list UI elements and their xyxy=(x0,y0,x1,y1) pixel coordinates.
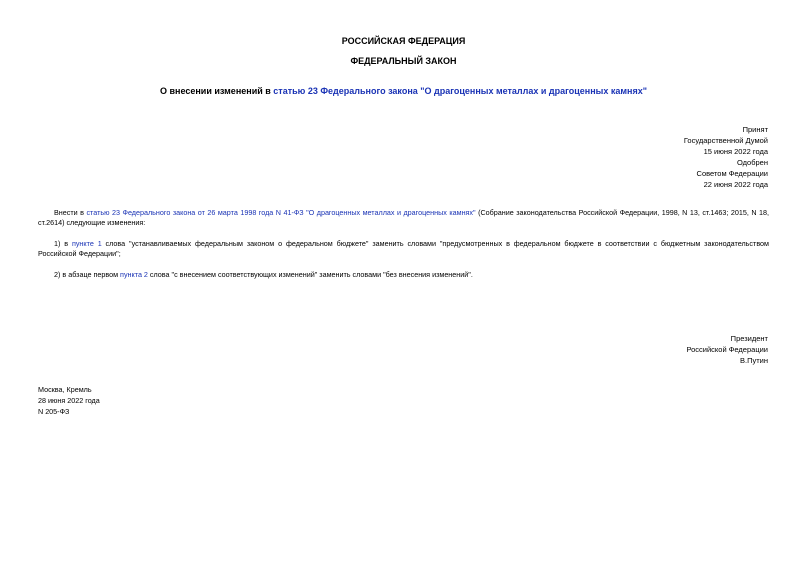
country-heading: РОССИЙСКАЯ ФЕДЕРАЦИЯ xyxy=(341,36,466,46)
paragraph-item-2 xyxy=(38,270,769,280)
punkt-1-link[interactable]: пункте 1 xyxy=(71,239,102,248)
signature-block xyxy=(686,333,768,366)
title-prefix: О внесении изменений в xyxy=(160,86,274,96)
paragraph-text: слова "с внесением соответствующих изменений" заменить словами "без внесения изменений". xyxy=(147,270,473,279)
signature-name: В.Путин xyxy=(740,356,768,365)
footer-date: 28 июня 2022 года xyxy=(38,396,100,405)
signature-title: Российской Федерации xyxy=(686,345,768,354)
adoption-line: Принят xyxy=(742,125,768,134)
punkt-2-link[interactable]: пункта 2 xyxy=(120,270,148,279)
paragraph-text: 1) в xyxy=(54,239,72,248)
paragraph-text: слова "устанавливаемых федеральным законом о федеральном бюджете" заменить словами "предусмотренных в федеральном бюджете в соответствии с бюджетным законодательством Российской Федерации"; xyxy=(38,239,769,258)
paragraph-text: 2) в абзаце первом xyxy=(54,270,121,279)
article-23-link[interactable]: статью 23 Федерального закона от 26 марта 1998 года N 41-ФЗ "О драгоценных металлах и драгоценных камнях" xyxy=(86,208,476,217)
paragraph-intro xyxy=(38,208,769,228)
paragraph-text: Внести в xyxy=(54,208,87,217)
footer-place: Москва, Кремль xyxy=(38,385,92,394)
paragraph-item-1 xyxy=(38,239,769,259)
signature-title: Президент xyxy=(730,334,768,343)
paragraph-text: (Собрание законодательства Российской Федерации, 1998, N 13, ст.1463; 2015, N 18, ст.2614) следующие изменения: xyxy=(38,208,770,227)
footer-block xyxy=(38,384,100,417)
footer-number: N 205-ФЗ xyxy=(38,407,70,416)
doc-type-heading: ФЕДЕРАЛЬНЫЙ ЗАКОН xyxy=(350,56,457,66)
approval-line: Советом Федерации xyxy=(696,169,768,178)
law-title xyxy=(0,86,807,96)
adoption-date: 15 июня 2022 года xyxy=(703,147,768,156)
adoption-block xyxy=(684,124,768,190)
adoption-line: Государственной Думой xyxy=(683,136,768,145)
title-article-link[interactable]: статью 23 Федерального закона "О драгоценных металлах и драгоценных камнях" xyxy=(273,86,647,96)
approval-line: Одобрен xyxy=(737,158,768,167)
approval-date: 22 июня 2022 года xyxy=(703,180,768,189)
